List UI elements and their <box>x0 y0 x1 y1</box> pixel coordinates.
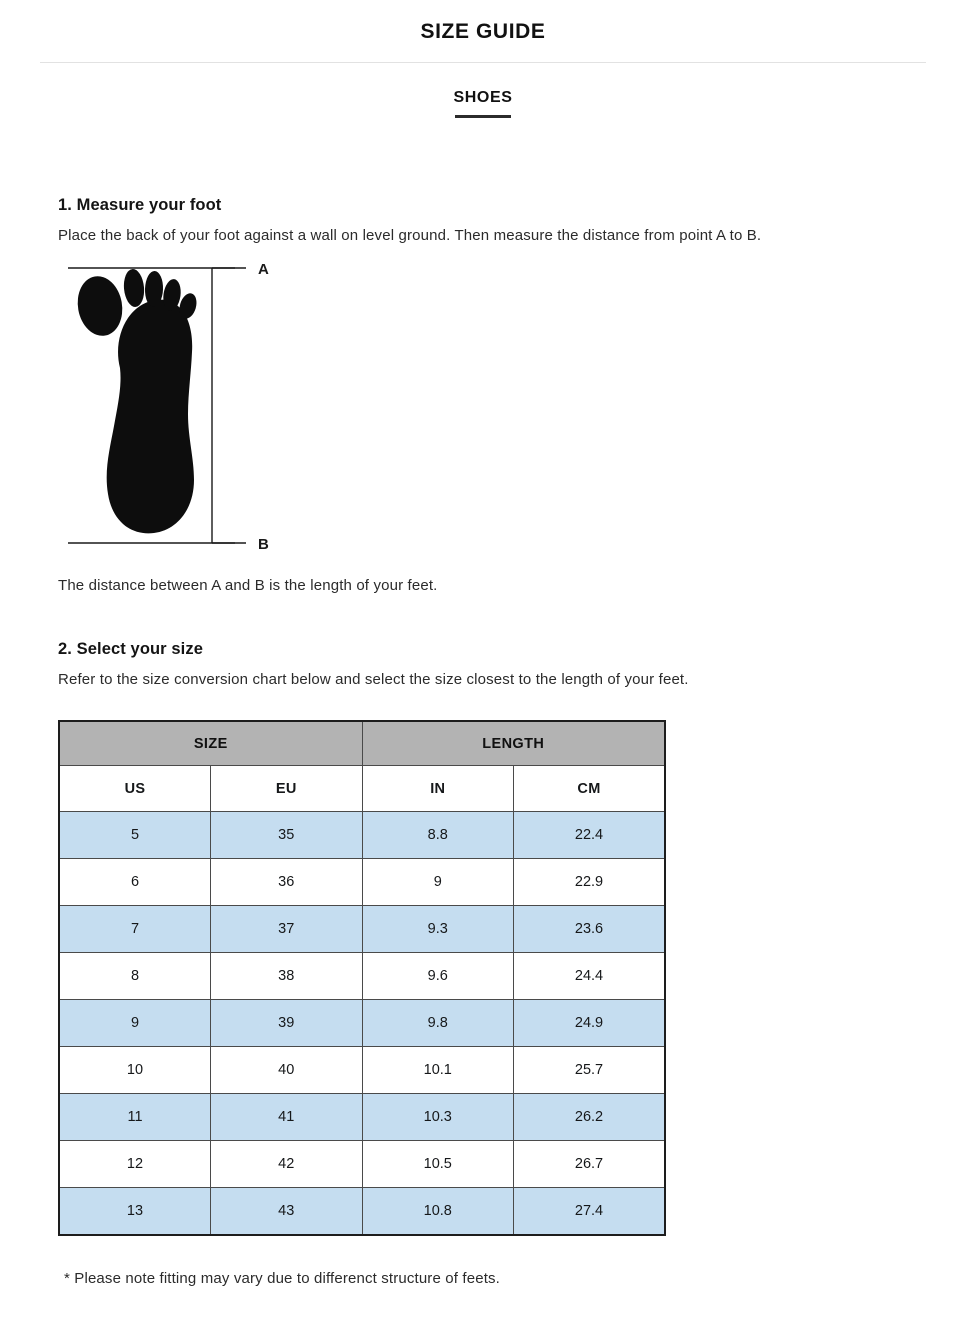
cell-eu: 39 <box>211 1000 363 1047</box>
cell-eu: 41 <box>211 1094 363 1141</box>
step-1-note: The distance between A and B is the length of your feet. <box>58 577 438 594</box>
column-header-eu: EU <box>211 766 363 812</box>
cell-in: 10.8 <box>362 1188 514 1236</box>
table-group-header-row <box>59 721 665 766</box>
content-area <box>0 196 966 1287</box>
cell-eu: 35 <box>211 812 363 859</box>
table-column-header-row <box>59 766 665 812</box>
cell-us: 12 <box>59 1141 211 1188</box>
cell-in: 8.8 <box>362 812 514 859</box>
table-row <box>59 1094 665 1141</box>
cell-in: 9 <box>362 859 514 906</box>
table-row <box>59 1000 665 1047</box>
size-conversion-table <box>58 720 666 1236</box>
step-2-description: Refer to the size conversion chart below and select the size closest to the length of your feet. <box>58 671 689 688</box>
cell-us: 6 <box>59 859 211 906</box>
step-2-title: 2. Select your size <box>58 640 203 658</box>
cell-cm: 26.2 <box>514 1094 666 1141</box>
table-row <box>59 953 665 1000</box>
cell-cm: 26.7 <box>514 1141 666 1188</box>
cell-eu: 42 <box>211 1141 363 1188</box>
table-row <box>59 1141 665 1188</box>
cell-us: 13 <box>59 1188 211 1236</box>
foot-measurement-diagram <box>60 258 908 563</box>
cell-in: 9.3 <box>362 906 514 953</box>
cell-cm: 23.6 <box>514 906 666 953</box>
step-1-description: Place the back of your foot against a wall on level ground. Then measure the distance from point A to B. <box>58 227 762 244</box>
footnote: * Please note fitting may vary due to differenct structure of feets. <box>64 1270 500 1287</box>
page-title: SIZE GUIDE <box>420 20 546 43</box>
group-header-size: SIZE <box>59 721 362 766</box>
column-header-in: IN <box>362 766 514 812</box>
step-1-title: 1. Measure your foot <box>58 196 222 214</box>
column-header-cm: CM <box>514 766 666 812</box>
section-label: SHOES <box>453 89 513 106</box>
diagram-label-b: B <box>258 536 269 553</box>
cell-eu: 37 <box>211 906 363 953</box>
cell-cm: 24.9 <box>514 1000 666 1047</box>
cell-eu: 38 <box>211 953 363 1000</box>
cell-in: 10.5 <box>362 1141 514 1188</box>
cell-cm: 22.4 <box>514 812 666 859</box>
column-header-us: US <box>59 766 211 812</box>
table-row <box>59 1047 665 1094</box>
cell-in: 10.1 <box>362 1047 514 1094</box>
cell-cm: 27.4 <box>514 1188 666 1236</box>
cell-us: 7 <box>59 906 211 953</box>
title-divider <box>40 62 926 63</box>
cell-us: 11 <box>59 1094 211 1141</box>
cell-in: 9.6 <box>362 953 514 1000</box>
group-header-length: LENGTH <box>362 721 665 766</box>
cell-cm: 22.9 <box>514 859 666 906</box>
table-row <box>59 1188 665 1236</box>
cell-eu: 40 <box>211 1047 363 1094</box>
cell-us: 10 <box>59 1047 211 1094</box>
table-row <box>59 906 665 953</box>
cell-in: 10.3 <box>362 1094 514 1141</box>
cell-cm: 25.7 <box>514 1047 666 1094</box>
cell-cm: 24.4 <box>514 953 666 1000</box>
table-row <box>59 812 665 859</box>
table-row <box>59 859 665 906</box>
section-header <box>0 89 966 118</box>
section-underline <box>455 115 511 118</box>
diagram-label-a: A <box>258 261 269 278</box>
cell-in: 9.8 <box>362 1000 514 1047</box>
cell-eu: 36 <box>211 859 363 906</box>
cell-us: 5 <box>59 812 211 859</box>
cell-us: 8 <box>59 953 211 1000</box>
cell-us: 9 <box>59 1000 211 1047</box>
cell-eu: 43 <box>211 1188 363 1236</box>
